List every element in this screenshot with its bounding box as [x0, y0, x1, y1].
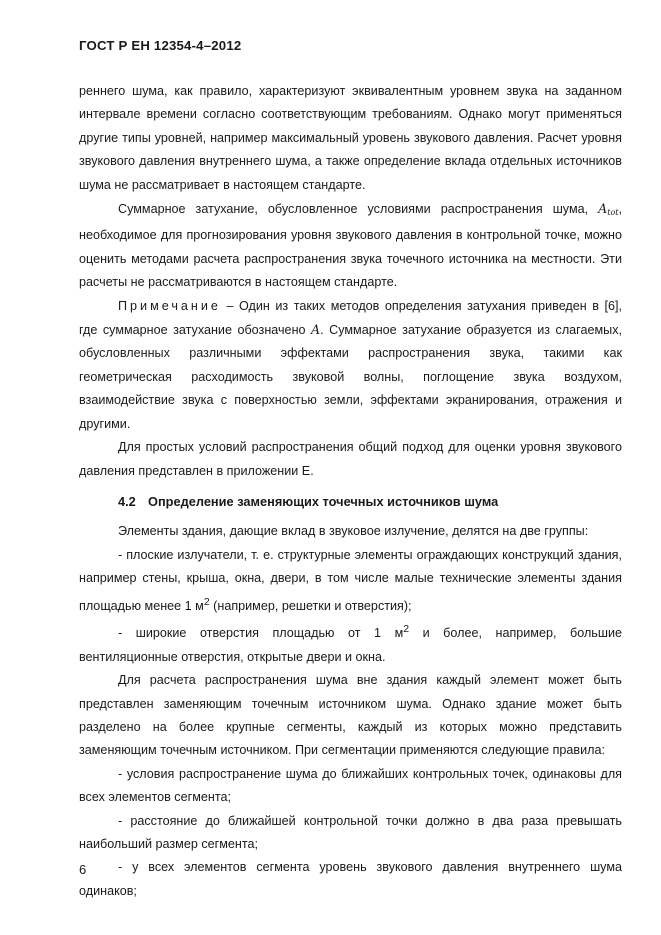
paragraph-segmentation: Для расчета распространения шума вне здания каждый элемент может быть представлен заменяющим точечным источником шума. Однако здание может быть разделено на более крупные сегменты, каждый из которых можно представить заменяющим точечным источником. При сегментации применяются следующие правила:: [79, 673, 622, 758]
document-body: [79, 80, 622, 903]
section-number: 4.2: [118, 493, 136, 509]
section-heading: [79, 490, 622, 513]
symbol-subscript: tot: [607, 208, 619, 218]
rule-item: - расстояние до ближайшей контрольной точки должно в два раза превышать наибольший размер сегмента;: [79, 813, 622, 851]
superscript: 2: [203, 595, 210, 608]
list-item-wide-openings: [79, 618, 622, 669]
symbol-letter: A: [598, 201, 608, 217]
text-segment: , необходимое для прогнозирования уровня звукового давления в контрольной точке, можно оценить методами расчета распространения звука точечного источника на местности. Эти расчеты не рассматриваются в настоящем стандарте.: [79, 202, 623, 290]
document-header: ГОСТ Р ЕН 12354-4–2012: [79, 38, 242, 53]
text-segment: . Суммарное затухание образуется из слагаемых, обусловленных различными эффектами распространения звука, такими как геометрическая расходимость звуковой волны, поглощение звука воздухом, взаимодействие звука с поверхностью земли, эффектами экранирования, отражения и другими.: [79, 323, 622, 431]
page-number: 6: [79, 862, 87, 877]
list-item-flat-radiators: [79, 544, 622, 618]
rule-item: - условия распространение шума до ближайших контрольных точек, одинаковы для всех элементов сегмента;: [79, 766, 622, 805]
note-symbol: A: [311, 322, 321, 338]
paragraph-continuation: реннего шума, как правило, характеризуют эквивалентным уровнем звука на заданном интервале времени согласно соответствующим требованиям. Однако могут применяться другие типы уровней, например максимальный уровень звукового давления. Расчет уровня звукового давления внутреннего шума, а также определение вклада отдельных источников шума не рассматривает в настоящем стандарте.: [79, 84, 622, 192]
text-segment: Суммарное затухание, обусловленное условиями распространения шума,: [118, 202, 589, 217]
attenuation-symbol: [598, 201, 618, 216]
text-segment: (например, решетки и отверстия);: [209, 598, 412, 613]
text-segment: - широкие отверстия площадью от 1 м: [118, 626, 404, 641]
superscript: 2: [403, 623, 410, 636]
paragraph-total-attenuation: [79, 197, 622, 295]
section-title: Определение заменяющих точечных источников шума: [148, 493, 499, 509]
note-paragraph: [79, 295, 622, 436]
text-segment: – Один из таких методов определения затухания приведен в [6], где суммарное затухание обозначено: [79, 298, 622, 338]
note-label: Примечание: [118, 298, 221, 313]
text-segment: и более, например, большие вентиляционные отверстия, открытые двери и окна.: [79, 626, 622, 664]
rule-item: - у всех элементов сегмента уровень звукового давления внутреннего шума одинаков;: [79, 860, 622, 898]
text-segment: - плоские излучатели, т. е. структурные элементы ограждающих конструкций здания, например стены, крыша, окна, двери, в том числе малые технические элементы здания площадью менее 1 м: [79, 547, 622, 613]
paragraph-element-groups: Элементы здания, дающие вклад в звуковое излучение, делятся на две группы:: [118, 524, 589, 539]
paragraph-annex-reference: Для простых условий распространения общий подход для оценки уровня звукового давления представлен в приложении Е.: [79, 440, 622, 478]
